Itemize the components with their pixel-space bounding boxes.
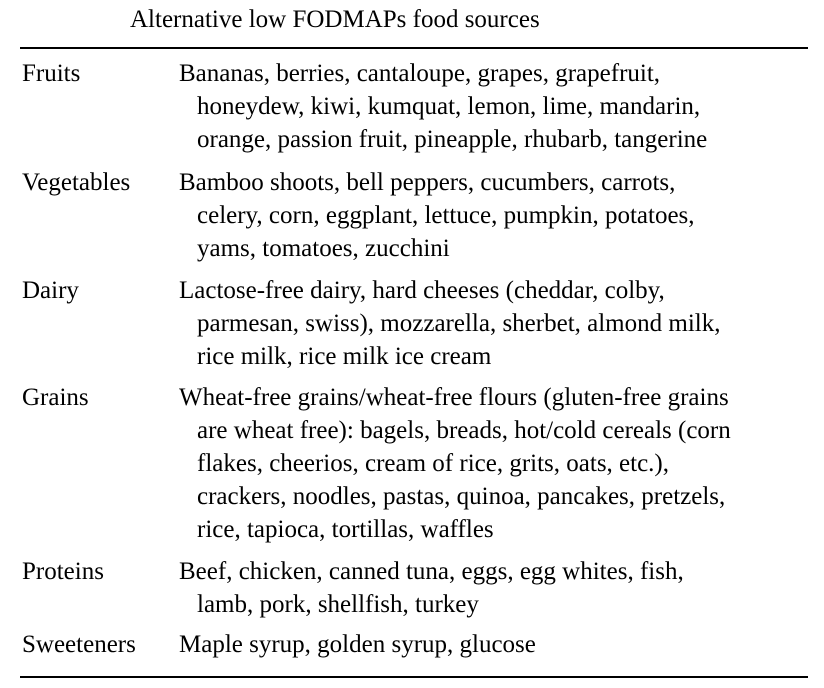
category-label: Vegetables: [22, 169, 131, 196]
food-line: crackers, noodles, pastas, quinoa, pancakes, pretzels,: [197, 483, 726, 510]
food-line: yams, tomatoes, zucchini: [197, 235, 450, 262]
food-line: lamb, pork, shellfish, turkey: [197, 591, 479, 618]
food-line: celery, corn, eggplant, lettuce, pumpkin, potatoes,: [197, 202, 695, 229]
table-title: Alternative low FODMAPs food sources: [130, 6, 540, 33]
food-line: Bananas, berries, cantaloupe, grapes, grapefruit,: [179, 60, 661, 87]
food-line: honeydew, kiwi, kumquat, lemon, lime, mandarin,: [197, 93, 701, 120]
food-line: parmesan, swiss), mozzarella, sherbet, almond milk,: [197, 310, 721, 337]
food-line: Bamboo shoots, bell peppers, cucumbers, carrots,: [179, 169, 676, 196]
food-list: [179, 57, 707, 156]
food-line: orange, passion fruit, pineapple, rhubarb, tangerine: [197, 126, 708, 153]
food-line: rice milk, rice milk ice cream: [197, 343, 492, 370]
food-line: are wheat free): bagels, breads, hot/cold cereals (corn: [197, 417, 731, 444]
category-label: Proteins: [22, 558, 104, 585]
food-line: flakes, cheerios, cream of rice, grits, oats, etc.),: [197, 450, 670, 477]
bottom-rule: [20, 676, 808, 678]
category-label: Fruits: [22, 60, 81, 87]
top-rule: [20, 47, 808, 49]
food-list: [179, 166, 695, 265]
food-line: rice, tapioca, tortillas, waffles: [197, 516, 494, 543]
food-list: [179, 274, 720, 373]
category-label: Sweeteners: [22, 631, 136, 658]
food-line: Beef, chicken, canned tuna, eggs, egg whites, fish,: [179, 558, 684, 585]
food-line: Wheat-free grains/wheat-free flours (gluten-free grains: [179, 384, 729, 411]
food-line: Lactose-free dairy, hard cheeses (cheddar, colby,: [179, 277, 665, 304]
food-list: [179, 628, 536, 661]
category-label: Dairy: [22, 277, 79, 304]
food-line: Maple syrup, golden syrup, glucose: [179, 631, 536, 658]
food-list: [179, 555, 684, 621]
category-label: Grains: [22, 384, 89, 411]
food-list: [179, 381, 731, 546]
